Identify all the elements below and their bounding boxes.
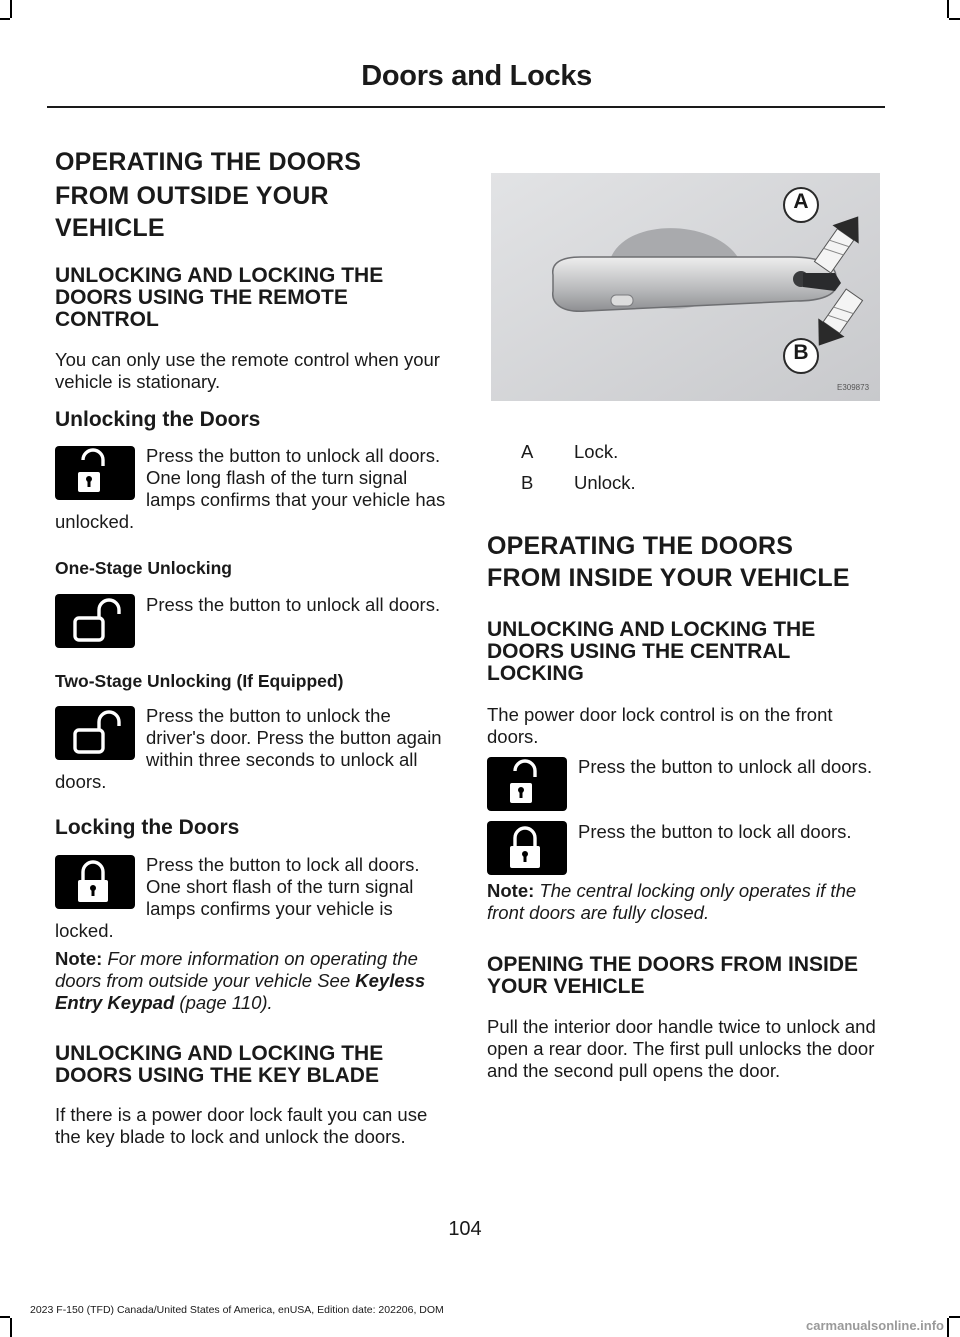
subsection-title-central-locking: UNLOCKING AND LOCKING THE DOORS USING THE CENTRAL LOCKING — [487, 618, 816, 685]
edition-footer: 2023 F-150 (TFD) Canada/United States of America, enUSA, Edition date: 202206, DOM — [30, 1304, 444, 1316]
section-title-line: VEHICLE — [55, 214, 165, 242]
note-label: Note: — [487, 880, 535, 901]
keyless-entry-keypad-link[interactable]: Keyless Entry Keypad — [55, 970, 426, 1013]
opening-text: Pull the interior door handle twice to unlock and open a rear door. The first pull unlocks the door and the second pull opens the door. — [487, 1016, 876, 1081]
one-stage-heading: One-Stage Unlocking — [55, 558, 232, 578]
unlocking-text-content: Press the button to unlock all doors. One long flash of the turn signal lamps confirms that your vehicle has unlocked. — [55, 445, 446, 532]
section-title-line: FROM OUTSIDE YOUR — [55, 182, 329, 210]
remote-intro-text: You can only use the remote control when your vehicle is stationary. — [55, 349, 440, 392]
unlocking-text — [55, 445, 450, 533]
note-inside — [487, 880, 882, 924]
section-title-inside — [487, 531, 850, 593]
locking-text-content: Press the button to lock all doors. One short flash of the turn signal lamps confirms your vehicle is locked. — [55, 854, 420, 941]
note-page-ref: (page 110). — [179, 992, 273, 1013]
unlock-icon — [487, 757, 567, 811]
icon-spacer — [55, 854, 146, 920]
legend-letter-b: B — [521, 472, 534, 493]
note-label: Note: — [55, 948, 103, 969]
note-outside — [55, 948, 445, 1014]
lock-icon — [487, 821, 567, 875]
icon-spacer — [55, 705, 146, 771]
door-handle-figure — [491, 173, 880, 401]
section-title-line: FROM INSIDE YOUR VEHICLE — [487, 564, 850, 592]
central-lock-text: Press the button to lock all doors. — [578, 821, 852, 842]
figure-label-b: B — [793, 341, 809, 364]
legend-text-a: Lock. — [574, 441, 619, 462]
section-title-line: OPERATING THE DOORS — [487, 532, 794, 560]
note-text: The central locking only operates if the front doors are fully closed. — [487, 880, 857, 923]
legend-letter-a: A — [521, 441, 534, 462]
subsection-title-key-blade: UNLOCKING AND LOCKING THE DOORS USING THE KEY BLADE — [55, 1042, 384, 1087]
figure-code: E309873 — [837, 383, 870, 392]
subsection-title-remote: UNLOCKING AND LOCKING THE DOORS USING THE REMOTE CONTROL — [55, 264, 384, 331]
two-stage-text — [55, 705, 450, 793]
subsection-title-opening: OPENING THE DOORS FROM INSIDE YOUR VEHICLE — [487, 953, 859, 998]
crop-mark — [949, 1316, 960, 1318]
crop-mark — [10, 1318, 12, 1337]
page-header-title: Doors and Locks — [361, 60, 592, 92]
watermark: carmanualsonline.info — [806, 1318, 944, 1333]
figure-label-a: A — [793, 190, 809, 213]
two-stage-heading: Two-Stage Unlocking (If Equipped) — [55, 671, 344, 691]
two-stage-text-content: Press the button to unlock the driver's door. Press the button again within three seconds to unlock all doors. — [55, 705, 442, 792]
locking-heading: Locking the Doors — [55, 816, 240, 839]
crop-mark — [947, 1318, 949, 1337]
section-title-line: OPERATING THE DOORS — [55, 148, 362, 176]
crop-mark — [947, 0, 949, 18]
central-intro-text: The power door lock control is on the front doors. — [487, 704, 833, 747]
unlock-open-icon — [55, 594, 135, 648]
crop-mark — [0, 18, 10, 20]
legend-text-b: Unlock. — [574, 472, 636, 493]
crop-mark — [10, 0, 12, 18]
section-title-outside — [55, 147, 361, 243]
key-blade-text: If there is a power door lock fault you can use the key blade to lock and unlock the doors. — [55, 1104, 428, 1147]
crop-mark — [0, 1316, 10, 1318]
central-unlock-text: Press the button to unlock all doors. — [578, 756, 873, 777]
icon-spacer — [55, 445, 146, 511]
locking-text — [55, 854, 450, 942]
crop-mark — [949, 18, 960, 20]
unlocking-heading: Unlocking the Doors — [55, 408, 261, 431]
page-number: 104 — [448, 1218, 482, 1240]
one-stage-text: Press the button to unlock all doors. — [146, 594, 441, 615]
header-divider — [47, 106, 885, 108]
note-text: For more information on operating the doors from outside your vehicle See — [55, 948, 418, 991]
